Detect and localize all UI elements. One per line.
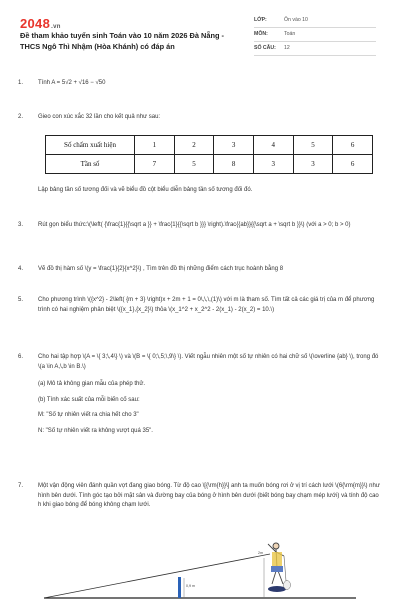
- net-height-label: 0,9 m: [186, 584, 195, 588]
- question-number: 2.: [18, 114, 24, 120]
- table-cell: 6: [333, 155, 373, 174]
- question-text: Rút gọn biểu thức:\(\left( {\frac{1}{{\sqrt a }} + \frac{1}{{\sqrt b }}} \right).\frac{{ab}}{{\sqrt a + \sqrt b }}\) (với a > 0; b > 0): [38, 222, 351, 228]
- frequency-table: [45, 135, 373, 174]
- question-number: 4.: [18, 266, 24, 272]
- tennis-player-icon: [268, 543, 291, 592]
- meta-row-class: [254, 14, 376, 28]
- meta-key: SỐ CÂU:: [254, 45, 276, 51]
- table-header-cell: Tần số: [46, 155, 135, 174]
- tennis-net: [178, 577, 181, 598]
- question-6: [18, 353, 380, 437]
- sub-question-b: (b) Tính xác suất của mỗi biến cố sau:: [38, 396, 140, 403]
- site-logo[interactable]: 2048.vn: [20, 16, 61, 31]
- meta-key: LỚP:: [254, 17, 267, 23]
- tennis-serve-figure: [36, 540, 366, 600]
- ball-trajectory: [44, 554, 270, 598]
- question-text: Một vận động viên đánh quần vợt đang giao bóng. Từ độ cao \[{\rm{h}}\] anh ta muốn bóng rơi ở vị trí cách lưới \(6{\rm{m}}\) như hình bên dưới. Tính góc tạo bởi mặt sân và đường bay của bóng ở hình bên dưới (biết bóng bay chạm mép lưới) và tính độ cao h khi giao bóng để bóng không chạm lưới.: [38, 483, 380, 509]
- question-2: [18, 113, 380, 123]
- table-cell: 6: [333, 136, 373, 155]
- question-3: [18, 221, 380, 231]
- question-text: Lập bảng tần số tương đối và vẽ biểu đồ cột biểu diễn bảng tần số tương đối đó.: [38, 187, 253, 193]
- meta-value: Ôn vào 10: [284, 17, 308, 23]
- table-cell: 4: [253, 136, 293, 155]
- meta-key: MÔN:: [254, 31, 268, 37]
- question-text: Vẽ đồ thị hàm số \(y = \frac{1}{2}{x^2}\) , Tìm trên đồ thị những điểm cách trục hoành bằng 8: [38, 266, 284, 272]
- table-header-cell: Số chấm xuất hiện: [46, 136, 135, 155]
- question-text: Gieo con xúc xắc 32 lần cho kết quả như sau:: [38, 114, 161, 120]
- meta-row-question-count: [254, 42, 376, 56]
- question-number: 3.: [18, 222, 24, 228]
- question-number: 7.: [18, 483, 24, 489]
- question-4: [18, 265, 380, 275]
- document-title: Đề tham khảo tuyển sinh Toán vào 10 năm 2026 Đà Nẵng - THCS Ngô Thì Nhậm (Hòa Khánh) có đáp án: [20, 31, 224, 51]
- meta-value: 12: [284, 45, 290, 51]
- table-cell: 7: [135, 155, 175, 174]
- event-n: N: "Số tự nhiên viết ra không vượt quá 35".: [38, 427, 153, 434]
- event-m: M: "Số tự nhiên viết ra chia hết cho 3": [38, 412, 139, 419]
- question-1: [18, 79, 380, 89]
- table-cell: 5: [293, 136, 333, 155]
- table-row: [46, 136, 373, 155]
- table-cell: 3: [293, 155, 333, 174]
- question-number: 6.: [18, 354, 24, 360]
- question-number: 1.: [18, 80, 24, 86]
- question-text: Cho hai tập hợp \(A = \{ 3;\,4\} \) và \(B = \{ 0;\,5;\,9\} \). Viết ngẫu nhiên một số tự nhiên có hai chữ số \(\overline {ab} \), trong đó \(a \in A,\,b \in B.\): [38, 354, 379, 370]
- table-cell: 3: [253, 155, 293, 174]
- table-cell: 1: [135, 136, 175, 155]
- question-number: 5.: [18, 297, 24, 303]
- question-text: Cho phương trình \({x^2} - 2\left( {m + 3} \right)x + 2m + 1 = 0\,\,\,(1)\) với m là tham số. Tìm tất cả các giá trị của m để phương trình có hai nghiệm phân biệt \({x_1},{x_2}\) thỏa \(x_1^2 + x_2^2 - 2(x_1) - 2(x_2) = 10.\): [38, 297, 375, 313]
- meta-value: Toán: [284, 31, 296, 37]
- table-cell: 2: [174, 136, 214, 155]
- question-5: [18, 296, 380, 315]
- table-cell: 8: [214, 155, 254, 174]
- sub-question-a: (a) Mô tả không gian mẫu của phép thử.: [38, 381, 146, 388]
- meta-info-box: [254, 14, 376, 56]
- table-row: [46, 155, 373, 174]
- serve-height-label: 2m: [258, 551, 263, 555]
- meta-row-subject: [254, 28, 376, 42]
- question-7: [18, 482, 380, 511]
- table-cell: 3: [214, 136, 254, 155]
- table-cell: 5: [174, 155, 214, 174]
- question-2-instruction: [18, 186, 380, 196]
- question-text: Tính A = 5√2 + √16 − √50: [38, 80, 106, 86]
